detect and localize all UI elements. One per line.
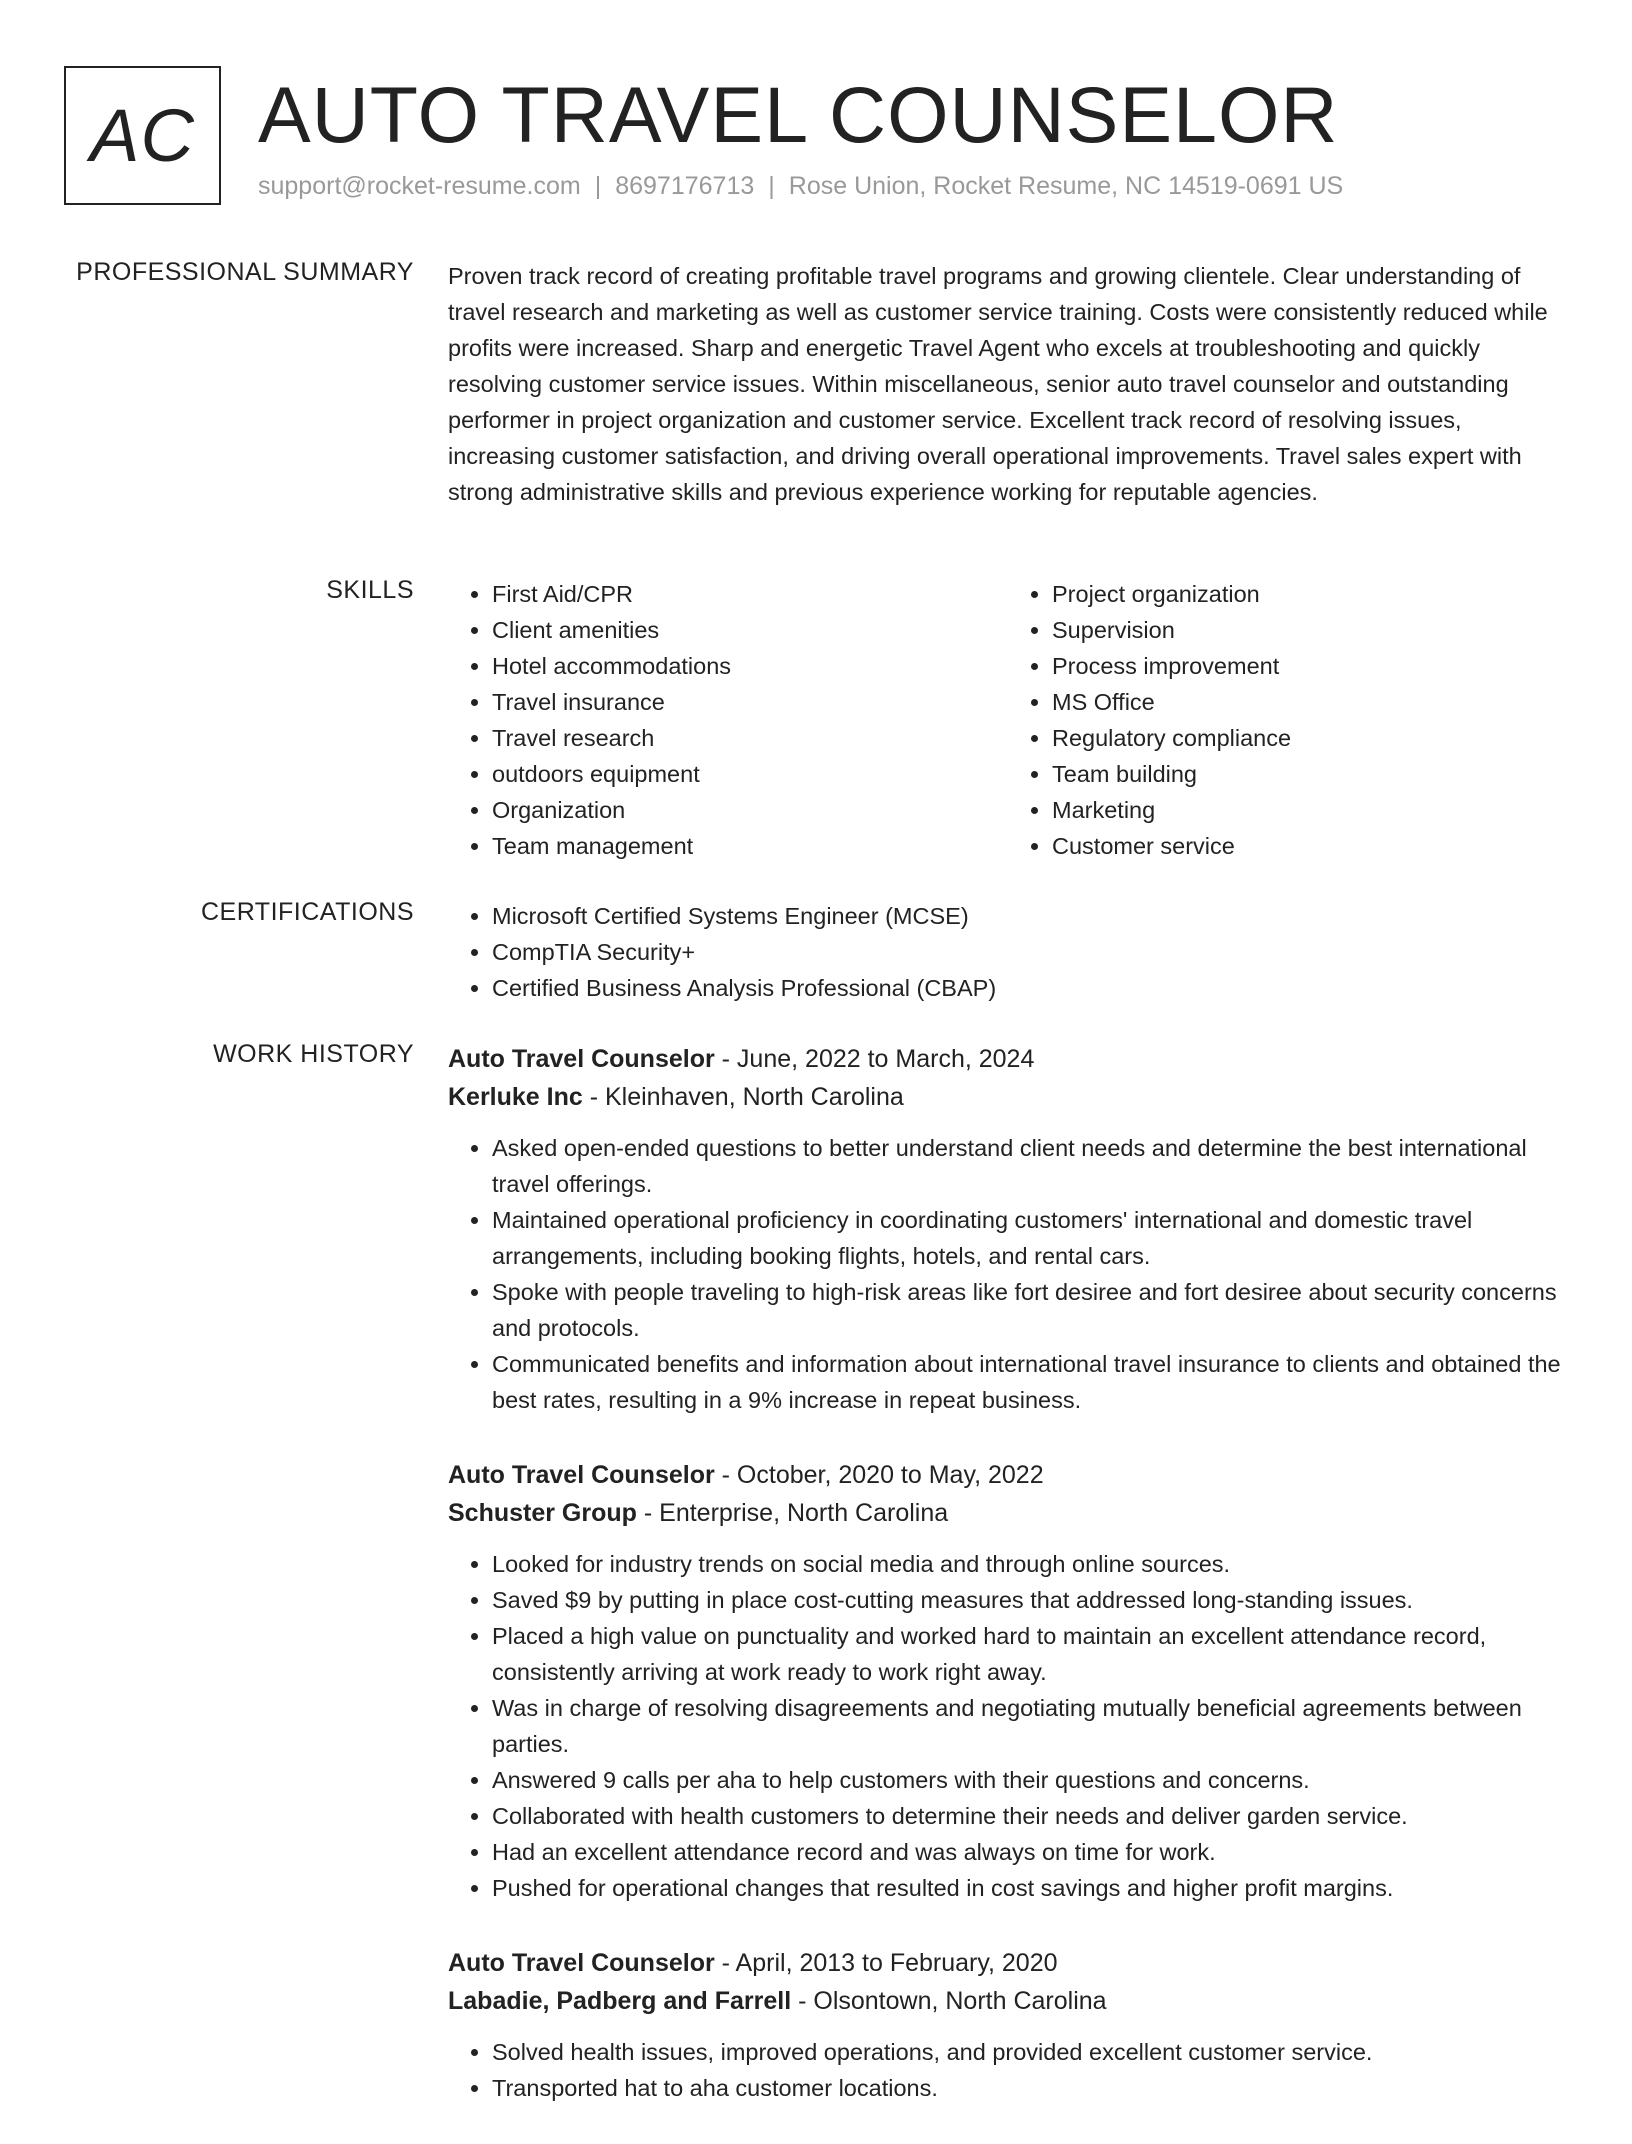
job-bullets [448, 1546, 1568, 1906]
job-company: Schuster Group [448, 1499, 637, 1527]
job-company-line [448, 1982, 1568, 2020]
job-dates: - October, 2020 to May, 2022 [714, 1461, 1044, 1489]
job-bullet: • Answered 9 calls per aha to help customers with their questions and concerns. [492, 1762, 1568, 1798]
skill-item: • outdoors equipment [492, 756, 1008, 792]
job-bullet: • Saved $9 by putting in place cost-cutting measures that addressed long-standing issues. [492, 1582, 1568, 1618]
certifications-list [448, 898, 1568, 1006]
skill-item: • MS Office [1052, 684, 1568, 720]
skill-item: • Organization [492, 792, 1008, 828]
monogram-logo: AC [64, 66, 221, 205]
job-company: Labadie, Padberg and Farrell [448, 1987, 792, 2015]
job-company-line [448, 1494, 1568, 1532]
certification-item: • Certified Business Analysis Professional (CBAP) [492, 970, 1568, 1006]
job-company: Kerluke Inc [448, 1083, 583, 1111]
contact-line [258, 172, 1343, 201]
skill-item: • Team building [1052, 756, 1568, 792]
skill-item: • Project organization [1052, 576, 1568, 612]
contact-address: Rose Union, Rocket Resume, NC 14519-0691 US [788, 172, 1344, 200]
skill-item: • Hotel accommodations [492, 648, 1008, 684]
job-bullet: • Maintained operational proficiency in coordinating customers' international and domestic travel arrangements, including booking flights, hotels, and rental cars. [492, 1202, 1568, 1274]
job-entry [448, 1040, 1568, 1418]
skill-item: • Travel research [492, 720, 1008, 756]
contact-phone: 8697176713 [615, 172, 755, 200]
job-title: Auto Travel Counselor [448, 1461, 715, 1489]
candidate-name: AUTO TRAVEL COUNSELOR [258, 70, 1339, 159]
job-title: Auto Travel Counselor [448, 1949, 715, 1977]
section-title-certifications: CERTIFICATIONS [200, 898, 414, 926]
job-title-line [448, 1944, 1568, 1982]
certification-item: • Microsoft Certified Systems Engineer (MCSE) [492, 898, 1568, 934]
skill-item: • Travel insurance [492, 684, 1008, 720]
job-title-line [448, 1040, 1568, 1078]
job-bullet: • Pushed for operational changes that resulted in cost savings and higher profit margins. [492, 1870, 1568, 1906]
job-bullets [448, 2034, 1568, 2106]
job-company-line [448, 1078, 1568, 1116]
certification-item: • CompTIA Security+ [492, 934, 1568, 970]
contact-email: support@rocket-resume.com [258, 172, 581, 200]
job-bullet: • Spoke with people traveling to high-risk areas like fort desiree and fort desiree about security concerns and protocols. [492, 1274, 1568, 1346]
job-bullet: • Transported hat to aha customer locations. [492, 2070, 1568, 2106]
skill-item: • Customer service [1052, 828, 1568, 864]
skill-item: • Supervision [1052, 612, 1568, 648]
job-bullet: • Had an excellent attendance record and was always on time for work. [492, 1834, 1568, 1870]
job-bullet: • Solved health issues, improved operations, and provided excellent customer service. [492, 2034, 1568, 2070]
contact-separator: | [594, 172, 602, 200]
skill-item: • Process improvement [1052, 648, 1568, 684]
skill-item: • First Aid/CPR [492, 576, 1008, 612]
skill-item: • Marketing [1052, 792, 1568, 828]
skills-list-right [1008, 576, 1568, 864]
job-bullet: • Communicated benefits and information about international travel insurance to clients and obtained the best rates, resulting in a 9% increase in repeat business. [492, 1346, 1568, 1418]
section-title-work-history: WORK HISTORY [213, 1040, 414, 1068]
section-title-summary: PROFESSIONAL SUMMARY [76, 258, 414, 286]
job-bullet: • Placed a high value on punctuality and worked hard to maintain an excellent attendance record, consistently arriving at work ready to work right away. [492, 1618, 1568, 1690]
job-bullet: • Was in charge of resolving disagreements and negotiating mutually beneficial agreements between parties. [492, 1690, 1568, 1762]
contact-separator: | [768, 172, 775, 200]
job-title: Auto Travel Counselor [448, 1045, 715, 1073]
job-location: - Olsontown, North Carolina [791, 1987, 1107, 2015]
section-title-skills: SKILLS [326, 576, 414, 604]
job-dates: - April, 2013 to February, 2020 [714, 1949, 1058, 1977]
skill-item: • Client amenities [492, 612, 1008, 648]
job-entry [448, 1944, 1568, 2106]
job-location: - Kleinhaven, North Carolina [582, 1083, 904, 1111]
job-bullet: • Looked for industry trends on social media and through online sources. [492, 1546, 1568, 1582]
job-location: - Enterprise, North Carolina [636, 1499, 949, 1527]
job-entry [448, 1456, 1568, 1906]
job-dates: - June, 2022 to March, 2024 [714, 1045, 1035, 1073]
job-bullet: • Collaborated with health customers to determine their needs and deliver garden service. [492, 1798, 1568, 1834]
skill-item: • Team management [492, 828, 1008, 864]
job-bullets [448, 1130, 1568, 1418]
job-bullet: • Asked open-ended questions to better understand client needs and determine the best international travel offerings. [492, 1130, 1568, 1202]
jobs-list [448, 1040, 1568, 2144]
skill-item: • Regulatory compliance [1052, 720, 1568, 756]
summary-text: Proven track record of creating profitable travel programs and growing clientele. Clear understanding of travel research and marketing as well as customer service training. Costs were consistently reduced while profits were increased. Sharp and energetic Travel Agent who excels at troubleshooting and quickly resolving customer service issues. Within miscellaneous, senior auto travel counselor and outstanding performer in project organization and customer service. Excellent track record of resolving issues, increasing customer satisfaction, and driving overall operational improvements. Travel sales expert with strong administrative skills and previous experience working for reputable agencies. [448, 263, 1548, 505]
job-title-line [448, 1456, 1568, 1494]
skills-list-left [448, 576, 1008, 864]
